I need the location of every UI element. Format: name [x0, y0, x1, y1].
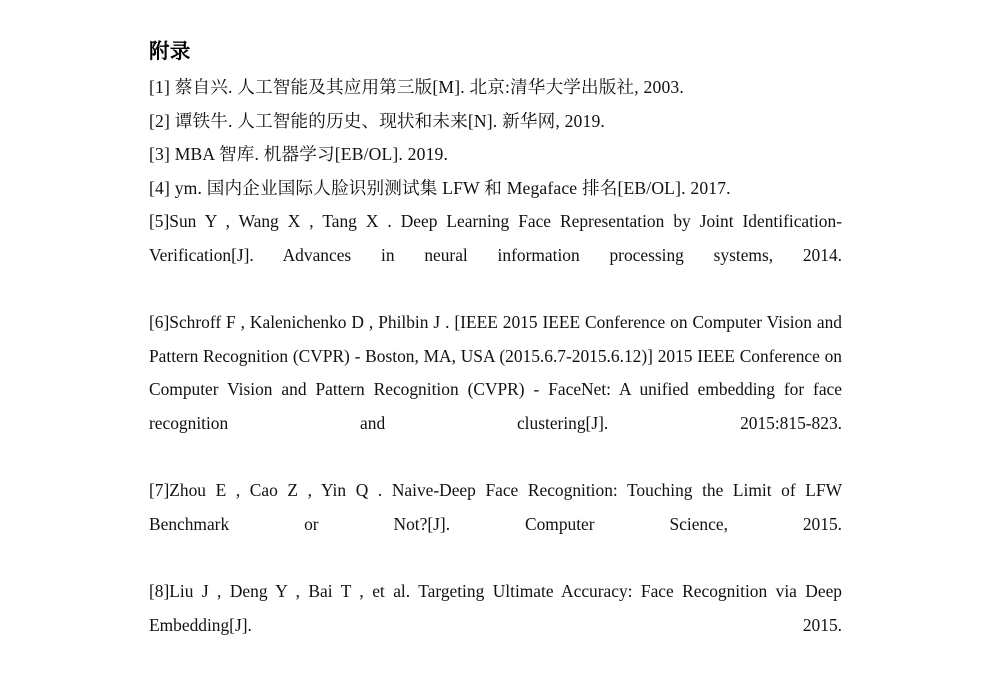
page-content: [149, 36, 842, 676]
reference-entry-6: [6]Schroff F , Kalenichenko D , Philbin J . [IEEE 2015 IEEE Conference on Computer Vision and Pattern Recognition (CVPR) - Boston, MA, USA (2015.6.7-2015.6.12)] 2015 IEEE Conference on Computer Vision and Pattern Recognition (CVPR) - FaceNet: A unified embedding for face recognition and clustering[J]. 2015:815-823.: [149, 312, 842, 433]
reference-list: [149, 71, 842, 676]
page-title: 附录: [149, 39, 191, 63]
reference-entry-2: [2] 谭铁牛. 人工智能的历史、现状和未来[N]. 新华网, 2019.: [149, 110, 605, 131]
reference-entry-4: [4] ym. 国内企业国际人脸识别测试集 LFW 和 Megaface 排名[EB/OL]. 2017.: [149, 177, 731, 198]
reference-entry-8: [8]Liu J , Deng Y , Bai T , et al. Targeting Ultimate Accuracy: Face Recognition via Deep Embedding[J]. 2015.: [149, 580, 842, 635]
reference-entry-5: [5]Sun Y , Wang X , Tang X . Deep Learning Face Representation by Joint Identification-Verification[J]. Advances in neural information processing systems, 2014.: [149, 211, 842, 265]
reference-entry-1: [1] 蔡自兴. 人工智能及其应用第三版[M]. 北京:清华大学出版社, 2003.: [149, 77, 684, 97]
reference-entry-7: [7]Zhou E , Cao Z , Yin Q . Naive-Deep Face Recognition: Touching the Limit of LFW Benchmark or Not?[J]. Computer Science, 2015.: [149, 480, 842, 534]
reference-entry-3: [3] MBA 智库. 机器学习[EB/OL]. 2019.: [149, 144, 449, 165]
